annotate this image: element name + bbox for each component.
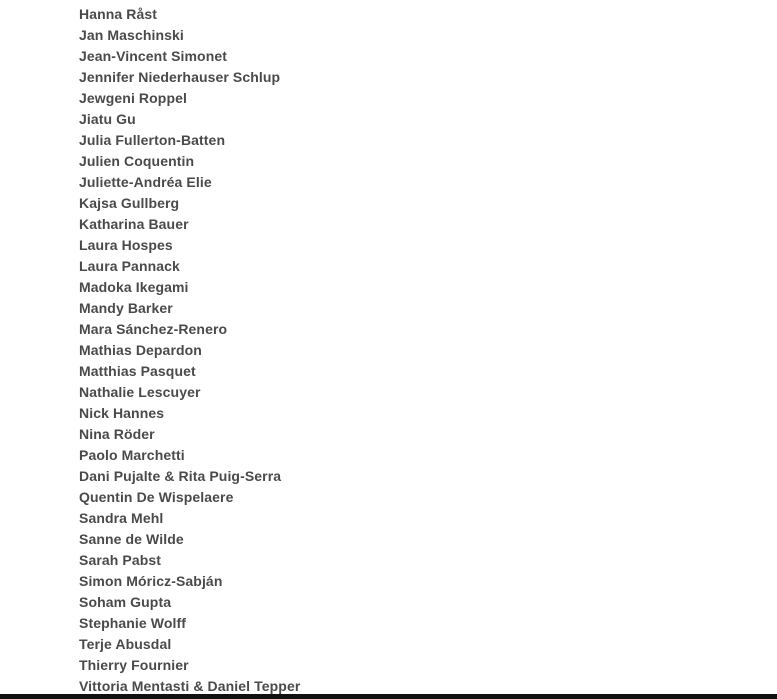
list-item: Thierry Fournier <box>79 657 189 673</box>
list-item: Julia Fullerton-Batten <box>79 132 226 148</box>
list-item: Mara Sánchez-Renero <box>79 321 228 337</box>
list-item: Vittoria Mentasti & Daniel Tepper <box>79 678 301 694</box>
bottom-edge-bar <box>0 694 777 699</box>
list-item: Soham Gupta <box>79 594 172 610</box>
list-item: Laura Pannack <box>79 258 180 274</box>
list-item: Nick Hannes <box>79 405 165 421</box>
list-item: Mathias Depardon <box>79 342 202 358</box>
list-item: Madoka Ikegami <box>79 279 189 295</box>
photographer-list <box>79 4 300 694</box>
list-item: Mandy Barker <box>79 300 173 316</box>
list-item: Jan Maschinski <box>79 27 184 43</box>
list-item: Katharina Bauer <box>79 216 189 232</box>
list-item: Jean-Vincent Simonet <box>79 48 228 64</box>
list-item: Nathalie Lescuyer <box>79 384 201 400</box>
list-item: Jiatu Gu <box>79 111 136 127</box>
list-item: Dani Pujalte & Rita Puig-Serra <box>79 468 282 484</box>
list-item: Jennifer Niederhauser Schlup <box>79 69 281 85</box>
list-item: Jewgeni Roppel <box>79 90 187 106</box>
list-item: Nina Röder <box>79 426 155 442</box>
list-item: Terje Abusdal <box>79 636 172 652</box>
list-item: Quentin De Wispelaere <box>79 489 234 505</box>
list-item: Kajsa Gullberg <box>79 195 180 211</box>
list-item: Paolo Marchetti <box>79 447 185 463</box>
list-item: Simon Móricz-Sabján <box>79 573 223 589</box>
list-item: Stephanie Wolff <box>79 615 187 631</box>
list-item: Hanna Råst <box>79 6 158 22</box>
list-item: Juliette-Andréa Elie <box>79 174 212 190</box>
list-item: Sarah Pabst <box>79 552 162 568</box>
list-item: Sandra Mehl <box>79 510 164 526</box>
list-item: Sanne de Wilde <box>79 531 184 547</box>
list-item: Laura Hospes <box>79 237 173 253</box>
list-item: Matthias Pasquet <box>79 363 196 379</box>
list-item: Julien Coquentin <box>79 153 195 169</box>
